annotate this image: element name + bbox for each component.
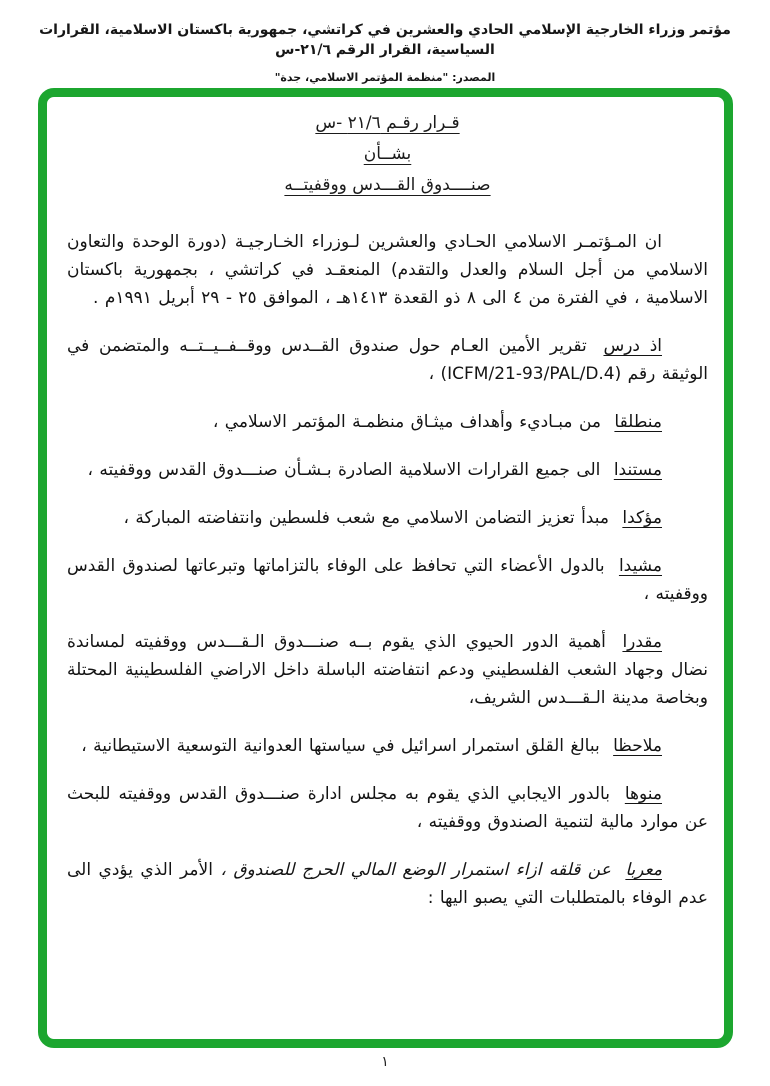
paragraph-text: الأمر الذي يؤدي الى عدم الوفاء بالمتطلبات التي يصبو اليها :	[67, 860, 708, 908]
paragraph-lead: منطلقا	[614, 412, 662, 432]
paragraph-lead: مشيدا	[618, 556, 662, 576]
paragraph-lead: اذ درس	[603, 336, 662, 356]
paragraph-lead: ملاحظا	[613, 736, 662, 756]
resolution-paragraph	[67, 228, 708, 312]
paragraph-text: تقرير الأمين العـام حول صندوق القــدس ووقــفــيــتــه والمتضمن في الوثيقة رقم (ICFM/21-93/PAL/D.4) ،	[67, 336, 708, 384]
resolution-box	[38, 88, 733, 1048]
paragraph-text: من مبـاديء وأهداف ميثـاق منظمـة المؤتمر الاسلامي ،	[212, 412, 601, 432]
title-regarding: بشــأن	[363, 144, 412, 164]
page-header	[6, 20, 764, 84]
paragraph-text: بالدور الايجابي الذي يقوم به مجلس ادارة صنـــدوق القدس ووقفيته للبحث عن موارد مالية لتنمية الصندوق ووقفيته ،	[67, 784, 708, 832]
paragraph-text-italic: عن قلقه ازاء استمرار الوضع المالي الحرج للصندوق ،	[220, 860, 611, 880]
resolution-paragraph	[67, 856, 708, 912]
paragraph-lead: مستندا	[613, 460, 662, 480]
paragraph-lead: مقدرا	[622, 632, 662, 652]
paragraph-text: مبدأ تعزيز التضامن الاسلامي مع شعب فلسطين وانتفاضته المباركة ،	[123, 508, 609, 528]
resolution-title	[67, 111, 708, 204]
resolution-paragraph	[67, 408, 708, 436]
paragraph-lead: منوها	[624, 784, 662, 804]
paragraph-text: الى جميع القرارات الاسلامية الصادرة بـشـأن صنـــدوق القدس ووقفيته ،	[87, 460, 601, 480]
resolution-paragraph	[67, 732, 708, 760]
source-line: المصدر: "منظمة المؤتمر الاسلامي، جدة"	[274, 71, 496, 84]
title-resolution-number: قـرار رقـم ٢١/٦ -س	[315, 113, 460, 133]
resolution-paragraph	[67, 332, 708, 388]
resolution-paragraph	[67, 504, 708, 532]
paragraph-text: بالدول الأعضاء التي تحافظ على الوفاء بالتزاماتها وتبرعاتها لصندوق القدس ووقفيته ،	[67, 556, 708, 604]
paragraph-text: أهمية الدور الحيوي الذي يقوم بــه صنـــدوق الـقـــدس ووقفيته لمساندة نضال وجهاد الشعب الفلسطيني ودعم انتفاضته الباسلة داخل الاراضي الفلسطينية المحتلة وبخاصة مدينة الـقـــدس الشريف،	[67, 632, 708, 708]
paragraph-lead: معربا	[625, 860, 662, 880]
paragraph-lead: مؤكدا	[622, 508, 662, 528]
resolution-paragraph	[67, 552, 708, 608]
title-subject: صنــــدوق القـــدس ووقفيتــه	[284, 175, 491, 195]
page-number: ١	[381, 1054, 389, 1070]
paragraph-text: ببالغ القلق استمرار اسرائيل في سياستها العدوانية التوسعية الاستيطانية ،	[81, 736, 600, 756]
resolution-paragraph	[67, 780, 708, 836]
paragraph-text: ان المـؤتمـر الاسلامي الحـادي والعشرين لـوزراء الخـارجيـة (دورة الوحدة والتعاون الاسلامي من أجل السلام والعدل والتقدم) المنعقـد في كراتشي ، بجمهورية باكستان الاسلامية ، في الفترة من ٤ الى ٨ ذو القعدة ١٤١٣هـ ، الموافق ٢٥ - ٢٩ أبريل ١٩٩١م .	[67, 232, 708, 308]
resolution-paragraph	[67, 628, 708, 712]
document-citation: مؤتمر وزراء الخارجية الإسلامي الحادي والعشرين في كراتشي، جمهورية باكستان الاسلامية، القرارات السياسية، القرار الرقم ٢١/٦-س	[39, 22, 731, 58]
resolution-paragraph	[67, 456, 708, 484]
